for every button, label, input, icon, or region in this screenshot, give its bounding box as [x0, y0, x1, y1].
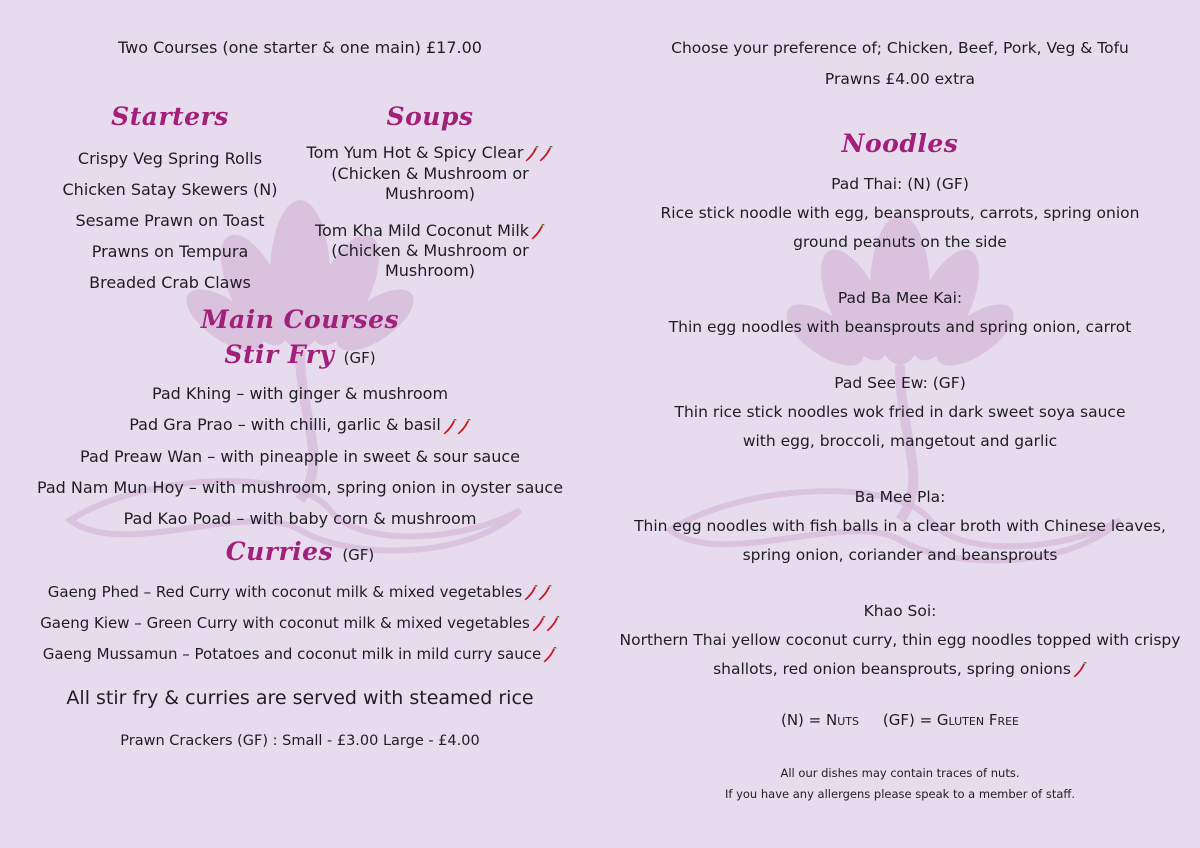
curry-item: Gaeng Phed – Red Curry with coconut milk & mixed vegetables [0, 577, 600, 608]
chili-icon [1073, 655, 1087, 684]
soup-item: Tom Yum Hot & Spicy Clear [295, 143, 565, 164]
preference-line: Choose your preference of; Chicken, Beef, Pork, Veg & Tofu [671, 39, 1129, 57]
noodle-dish-pad-see-ew: Pad See Ew: (GF) Thin rice stick noodles wok fried in dark sweet soya sauce with egg, broccoli, mangetout and garlic [674, 374, 1126, 450]
stir-fry-heading: Stir Fry (GF) [224, 340, 376, 369]
stir-fry-item: Pad Gra Prao – with chilli, garlic & basil [0, 409, 600, 441]
noodle-dish-pad-ba-mee-kai: Pad Ba Mee Kai: Thin egg noodles with beansprouts and spring onion, carrot [668, 289, 1132, 336]
stir-fry-item: Pad Nam Mun Hoy – with mushroom, spring onion in oyster sauce [36, 478, 564, 497]
noodle-dish-pad-thai: Pad Thai: (N) (GF) Rice stick noodle with egg, beansprouts, carrots, spring onion ground peanuts on the side [660, 175, 1140, 251]
chili-icon [543, 639, 557, 670]
prawn-crackers: Prawn Crackers (GF) : Small - £3.00 Large - £4.00 [120, 733, 480, 749]
right-page [600, 0, 1200, 848]
starter-item: Crispy Veg Spring Rolls [77, 149, 263, 168]
starter-item: Prawns on Tempura [91, 242, 249, 261]
prawns-extra: Prawns £4.00 extra [824, 70, 976, 88]
stir-fry-item: Pad Preaw Wan – with pineapple in sweet & sour sauce [80, 447, 520, 466]
noodle-dish-khao-soi: Khao Soi: Northern Thai yellow coconut curry, thin egg noodles topped with crispy shallots, red onion beansprouts, spring onions [600, 597, 1200, 684]
curry-item: Gaeng Mussamun – Potatoes and coconut milk in mild curry sauce [0, 639, 600, 670]
chili-icon [524, 577, 552, 608]
chili-icon [525, 144, 553, 164]
noodle-dish-ba-mee-pla: Ba Mee Pla: Thin egg noodles with fish balls in a clear broth with Chinese leaves, spring onion, coriander and beansprouts [634, 488, 1166, 564]
allergy-note-2: If you have any allergens please speak to a member of staff. [725, 787, 1075, 801]
curries-heading: Curries (GF) [225, 537, 375, 566]
stir-fry-item: Pad Kao Poad – with baby corn & mushroom [123, 509, 477, 528]
soups-heading: Soups [386, 102, 474, 131]
starter-item: Breaded Crab Claws [89, 273, 251, 292]
noodles-heading: Noodles [841, 129, 959, 158]
stir-fry-list [0, 378, 600, 534]
curry-item: Gaeng Kiew – Green Curry with coconut milk & mixed vegetables [0, 608, 600, 639]
curries-list [0, 577, 600, 670]
soups-list: Tom Yum Hot & Spicy Clear (Chicken & Mushroom or Mushroom) Tom Kha Mild Coconut Milk (Chicken & Mushroom or Mushroom) [295, 143, 565, 281]
allergy-note-1: All our dishes may contain traces of nuts. [780, 766, 1020, 780]
rice-note: All stir fry & curries are served with steamed rice [66, 687, 534, 709]
main-courses-heading: Main Courses [200, 305, 400, 334]
legend-gluten-free: (GF) = Gluten Free [882, 711, 1019, 729]
legend [600, 711, 1200, 729]
starter-item: Chicken Satay Skewers (N) [62, 180, 278, 199]
starters-heading: Starters [111, 102, 229, 131]
price-line: Two Courses (one starter & one main) £17.00 [118, 38, 482, 57]
chili-icon [443, 410, 471, 441]
soup-item: Tom Kha Mild Coconut Milk [295, 221, 565, 242]
legend-nuts: (N) = Nuts [780, 711, 859, 729]
chili-icon [531, 221, 545, 241]
starter-item: Sesame Prawn on Toast [75, 211, 265, 230]
starters-list [50, 143, 290, 298]
chili-icon [532, 608, 560, 639]
stir-fry-item: Pad Khing – with ginger & mushroom [151, 384, 449, 403]
